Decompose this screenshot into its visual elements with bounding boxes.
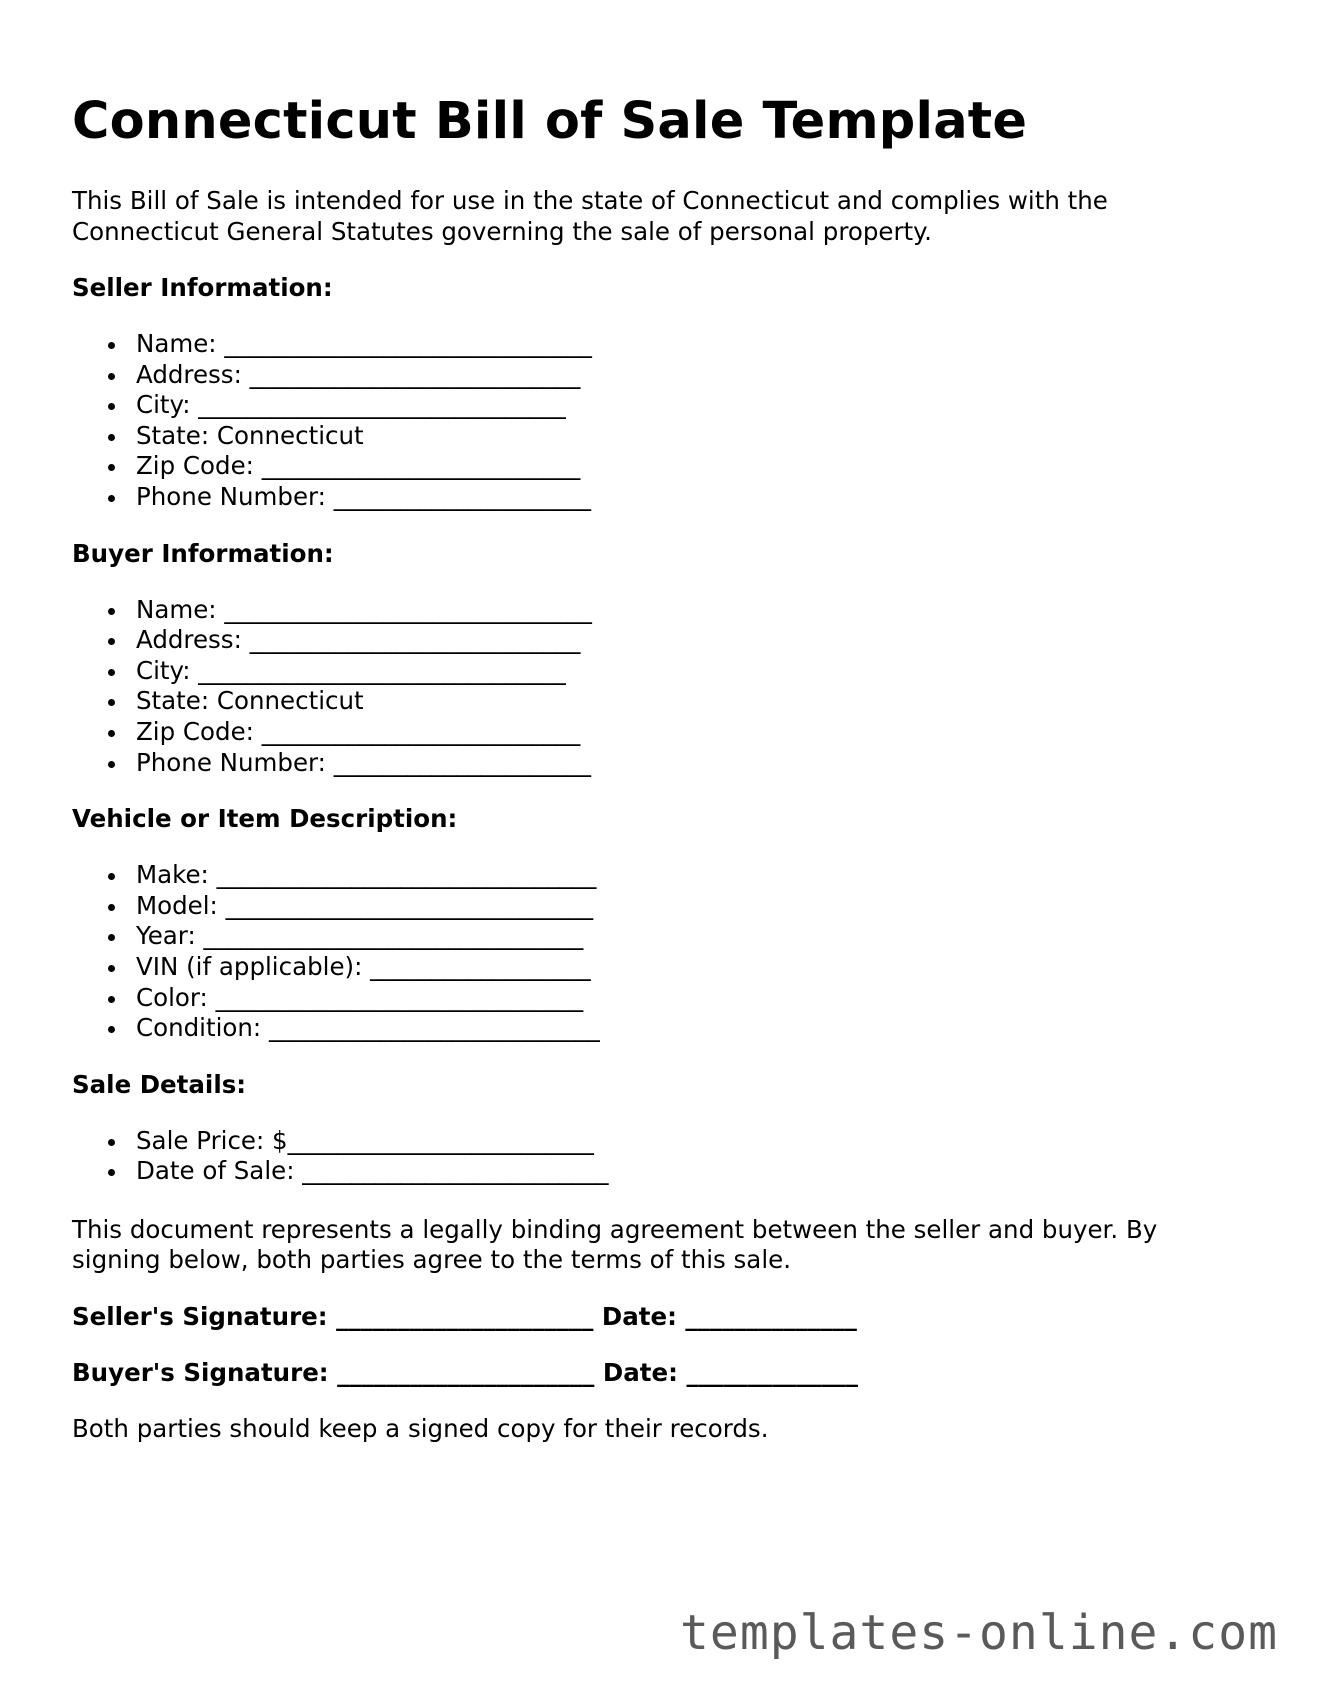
item-condition-field: Condition: ___________________________: [136, 1013, 1248, 1044]
item-make-field: Make: _______________________________: [136, 860, 1248, 891]
seller-zip-field: Zip Code: __________________________: [136, 451, 1248, 482]
seller-signature-line: Seller's Signature: _____________________ Date: ______________: [72, 1301, 857, 1331]
sale-price-field: Sale Price: $_________________________: [136, 1126, 1248, 1157]
buyer-signature-line: Buyer's Signature: _____________________ Date: ______________: [72, 1357, 858, 1387]
bill-of-sale-document: [72, 0, 1248, 1444]
page-title: Connecticut Bill of Sale Template: [72, 92, 1028, 151]
buyer-name-field: Name: ______________________________: [136, 595, 1248, 626]
sale-details-heading: Sale Details:: [72, 1069, 247, 1099]
buyer-info-list: [72, 595, 1248, 779]
buyer-zip-field: Zip Code: __________________________: [136, 717, 1248, 748]
buyer-city-field: City: ______________________________: [136, 656, 1248, 687]
seller-heading: Seller Information:: [72, 273, 333, 302]
seller-phone-field: Phone Number: _____________________: [136, 482, 1248, 513]
records-note: Both parties should keep a signed copy for their records.: [72, 1413, 769, 1443]
item-description-heading: Vehicle or Item Description:: [72, 804, 458, 834]
seller-city-field: City: ______________________________: [136, 390, 1248, 421]
item-description-list: [72, 860, 1248, 1044]
sale-date-field: Date of Sale: _________________________: [136, 1156, 1248, 1187]
item-year-field: Year: _______________________________: [136, 921, 1248, 952]
item-color-field: Color: ______________________________: [136, 983, 1248, 1014]
intro-paragraph: This Bill of Sale is intended for use in the state of Connecticut and complies with the Connecticut General Statutes governing the sale of personal property.: [72, 186, 1108, 246]
buyer-address-field: Address: ___________________________: [136, 625, 1248, 656]
seller-name-field: Name: ______________________________: [136, 329, 1248, 360]
sale-details-list: [72, 1126, 1248, 1187]
buyer-state-field: State: Connecticut: [136, 686, 1248, 717]
watermark: templates-online.com: [680, 1605, 1278, 1661]
agreement-paragraph: This document represents a legally binding agreement between the seller and buyer. By signing below, both parties agree to the terms of this sale.: [72, 1214, 1158, 1275]
seller-info-list: [72, 329, 1248, 513]
seller-state-field: State: Connecticut: [136, 421, 1248, 452]
item-model-field: Model: ______________________________: [136, 891, 1248, 922]
seller-address-field: Address: ___________________________: [136, 360, 1248, 391]
item-vin-field: VIN (if applicable): __________________: [136, 952, 1248, 983]
buyer-heading: Buyer Information:: [72, 538, 334, 568]
buyer-phone-field: Phone Number: _____________________: [136, 748, 1248, 779]
